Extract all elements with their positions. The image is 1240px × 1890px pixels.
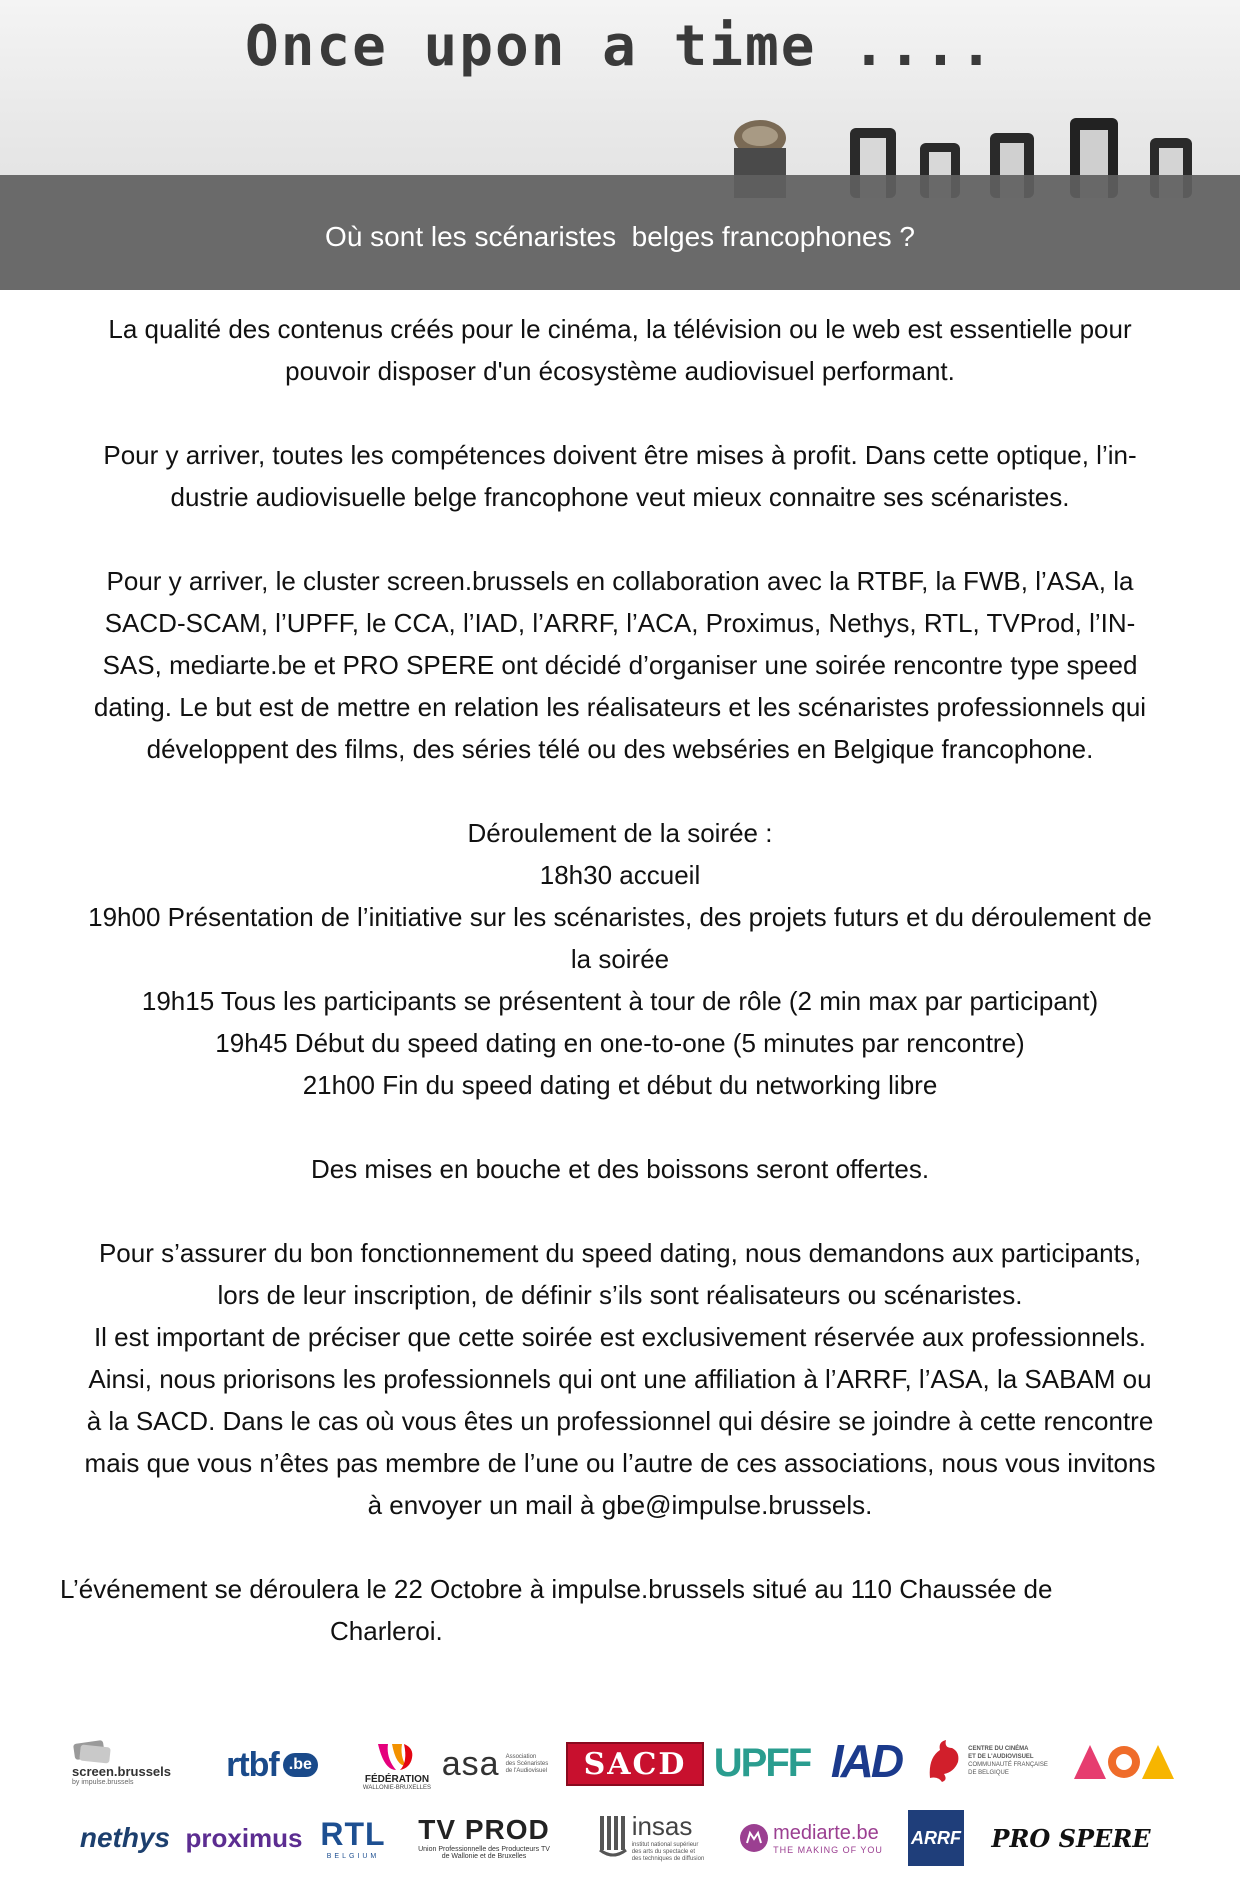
hero-banner: [0, 0, 1240, 290]
insas-mark-icon: [598, 1814, 628, 1860]
text-line: à la SACD. Dans le cas où vous êtes un professionnel qui désire se joindre à cette rencontre: [86, 1406, 1154, 1436]
text-line: L’événement se déroulera le 22 Octobre à impulse.brussels situé au 110 Chaussée de: [60, 1574, 1053, 1604]
logo-rtl: RTL BELGIUM: [320, 1816, 386, 1860]
text-line: à envoyer un mail à gbe@impulse.brussels.: [367, 1490, 873, 1520]
logo-proximus: proximus: [185, 1822, 303, 1853]
mediarte-mark-icon: [739, 1823, 769, 1853]
paragraph-objective: [14, 434, 1226, 518]
text-line: développent des films, des séries télé ou des webséries en Belgique francophone.: [146, 734, 1094, 764]
logo-nethys: nethys: [79, 1822, 171, 1853]
partner-logos: [0, 1722, 1240, 1872]
logo-fwb: FÉDÉRATION WALLONIE-BRUXELLES: [362, 1732, 432, 1798]
logo-tvprod: TV PROD Union Professionnelle des Producteurs TV de Wallonie et de Bruxelles: [418, 1814, 550, 1860]
paragraph-refreshments: Des mises en bouche et des boissons seront offertes.: [310, 1154, 930, 1184]
schedule-item: 19h15 Tous les participants se présentent à tour de rôle (2 min max par participant): [141, 986, 1099, 1016]
fwb-mark-icon: [374, 1740, 420, 1774]
text-line: dustrie audiovisuelle belge francophone veut mieux connaitre ses scénaristes.: [170, 482, 1070, 512]
aca-mark-icon: [1072, 1741, 1176, 1781]
schedule-item: 18h30 accueil: [539, 860, 701, 890]
schedule-item: 19h45 Début du speed dating en one-to-one (5 minutes par rencontre): [215, 1028, 1025, 1058]
logo-arrf: ARRF: [908, 1810, 964, 1866]
logo-sacd: SACD: [566, 1742, 704, 1786]
schedule-item: la soirée: [570, 944, 670, 974]
logo-screen-brussels: screen.brussels by impulse.brussels: [72, 1734, 184, 1790]
article-body: [14, 308, 1226, 1652]
text-line: Pour y arriver, le cluster screen.brussels en collaboration avec la RTBF, la FWB, l’ASA, la: [106, 566, 1134, 596]
logo-pro-spere: PRO SPERE: [991, 1823, 1151, 1853]
text-line: La qualité des contenus créés pour le cinéma, la télévision ou le web est essentielle pour: [108, 314, 1132, 344]
logo-upff: UPFF: [713, 1741, 811, 1785]
logo-asa: asa Association des Scénaristes de l'Audiovisuel: [441, 1744, 549, 1783]
schedule-heading: Déroulement de la soirée :: [467, 818, 773, 848]
cca-rooster-icon: [924, 1738, 964, 1784]
schedule: [14, 812, 1226, 1106]
schedule-item: 21h00 Fin du speed dating et début du networking libre: [302, 1070, 938, 1100]
text-line: lors de leur inscription, de définir s’ils sont réalisateurs ou scénaristes.: [217, 1280, 1023, 1310]
paragraph-registration: [14, 1232, 1226, 1526]
text-line: Charleroi.: [330, 1616, 443, 1646]
text-line: Pour s’assurer du bon fonctionnement du speed dating, nous demandons aux participants,: [98, 1238, 1142, 1268]
text-line: mais que vous n’êtes pas membre de l’une ou l’autre de ces associations, nous vous invitons: [84, 1448, 1156, 1478]
logo-mediarte: mediarte.be THE MAKING OF YOU: [730, 1814, 892, 1862]
text-line: dating. Le but est de mettre en relation les réalisateurs et les scénaristes professionnels qui: [93, 692, 1147, 722]
logo-rtbf: rtbf .be: [198, 1748, 346, 1782]
paragraph-intro: [14, 308, 1226, 392]
logo-cca: CENTRE DU CINÉMA ET DE L'AUDIOVISUEL COMMUNAUTÉ FRANÇAISE DE BELGIQUE: [918, 1736, 1054, 1786]
hero-subtitle: Où sont les scénaristes belges francophones ?: [325, 221, 915, 252]
text-line: Pour y arriver, toutes les compétences doivent être mises à profit. Dans cette optique, l’in-: [103, 440, 1137, 470]
text-line: SAS, mediarte.be et PRO SPERE ont décidé d’organiser une soirée rencontre type speed: [102, 650, 1138, 680]
text-line: pouvoir disposer d'un écosystème audiovisuel performant.: [285, 356, 955, 386]
text-line: Il est important de préciser que cette soirée est exclusivement réservée aux professionnels.: [93, 1322, 1147, 1352]
paragraph-location: [14, 1568, 1226, 1652]
screen-brussels-mark-icon: [72, 1738, 116, 1764]
logo-insas: insas institut national supérieur des arts du spectacle et des techniques de diffusion: [586, 1808, 716, 1866]
hero-title: Once upon a time ....: [244, 14, 995, 79]
paragraph-partners: [14, 560, 1226, 770]
logo-aca: [1072, 1740, 1176, 1782]
schedule-item: 19h00 Présentation de l’initiative sur les scénaristes, des projets futurs et du déroulement de: [88, 902, 1152, 932]
text-line: Ainsi, nous priorisons les professionnels qui ont une affiliation à l’ARRF, l’ASA, la SABAM ou: [88, 1364, 1152, 1394]
text-line: SACD-SCAM, l’UPFF, le CCA, l’IAD, l’ARRF, l’ACA, Proximus, Nethys, RTL, TVProd, l’IN-: [104, 608, 1136, 638]
logo-iad: IAD: [830, 1735, 902, 1787]
